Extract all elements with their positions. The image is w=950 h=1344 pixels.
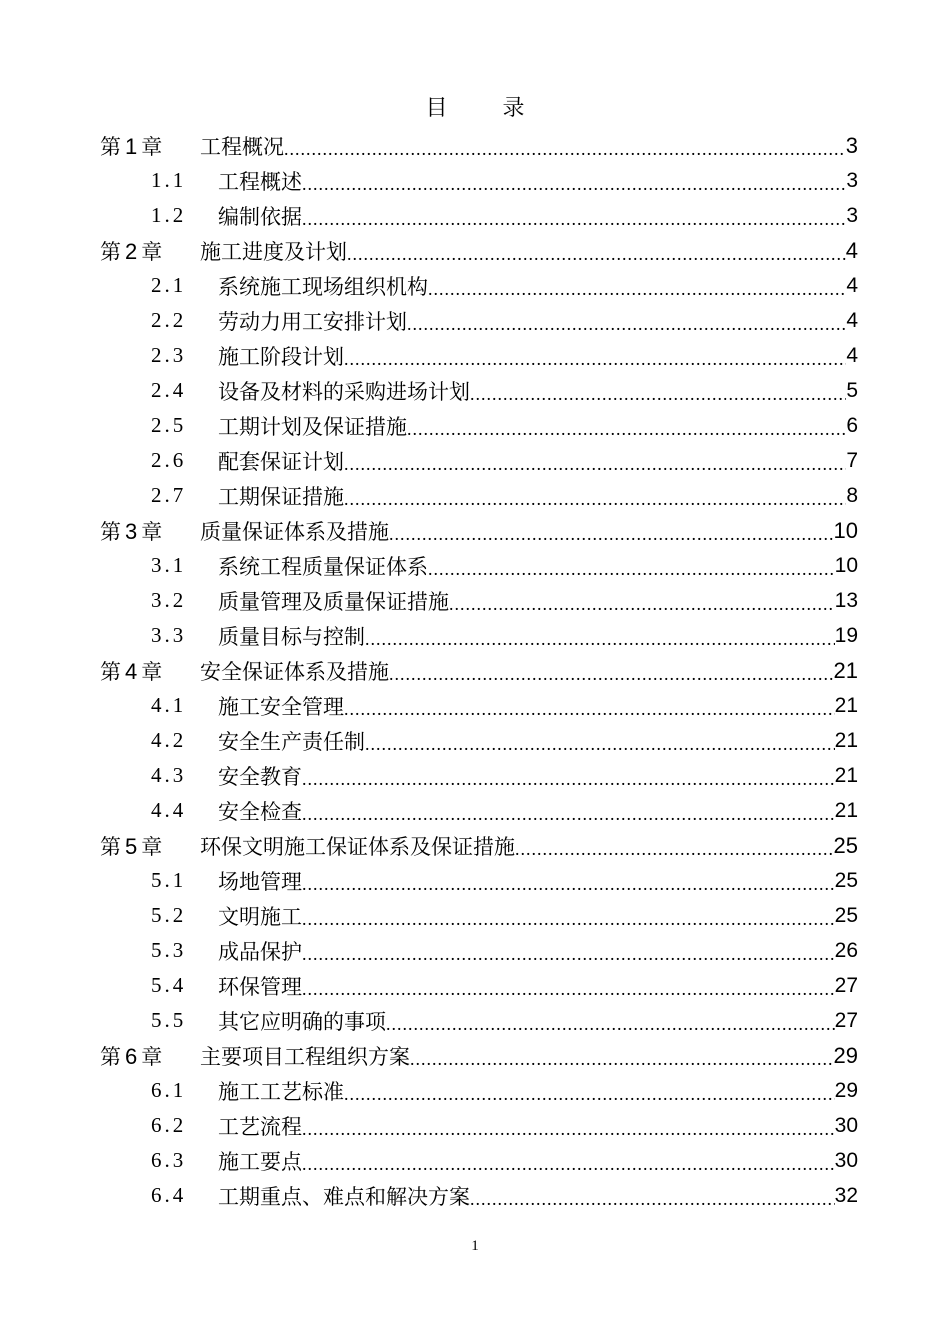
dot-leader (428, 562, 835, 583)
dot-leader (389, 667, 834, 688)
toc-entry-label: 工期计划及保证措施 (218, 414, 407, 439)
chapter-prefix: 第 (100, 134, 121, 159)
toc-section-entry[interactable] (100, 1003, 858, 1038)
dot-leader (302, 772, 835, 793)
toc-entry-label: 施工阶段计划 (218, 344, 344, 369)
toc-section-entry[interactable] (100, 163, 858, 198)
toc-entry-label: 施工安全管理 (218, 694, 344, 719)
chapter-suffix: 章 (141, 659, 163, 684)
toc-section-entry[interactable] (100, 1178, 858, 1213)
toc-entry-number: 3.1 (151, 553, 187, 577)
table-of-contents (100, 128, 858, 1213)
toc-section-entry[interactable] (100, 548, 858, 583)
toc-entry-number: 5.1 (151, 868, 187, 892)
toc-entry-number: 1.1 (151, 168, 187, 192)
toc-entry-page: 4 (846, 343, 858, 367)
toc-entry-page: 4 (846, 308, 858, 332)
toc-entry-number: 5.4 (151, 973, 187, 997)
toc-entry-label: 劳动力用工安排计划 (218, 309, 407, 334)
toc-entry-label: 环保文明施工保证体系及保证措施 (200, 834, 515, 859)
toc-entry-page: 13 (834, 588, 858, 612)
toc-chapter-entry[interactable] (100, 1038, 858, 1073)
toc-entry-number (100, 516, 200, 546)
toc-entry-label: 工期保证措施 (218, 484, 344, 509)
toc-entry-label: 设备及材料的采购进场计划 (218, 379, 470, 404)
toc-chapter-entry[interactable] (100, 653, 858, 688)
toc-entry-label: 施工进度及计划 (200, 239, 347, 264)
toc-section-entry[interactable] (100, 303, 858, 338)
toc-entry-label: 主要项目工程组织方案 (200, 1044, 410, 1069)
chapter-suffix: 章 (141, 239, 163, 264)
toc-section-entry[interactable] (100, 688, 858, 723)
toc-entry-page: 29 (833, 1042, 858, 1068)
dot-leader (302, 807, 835, 828)
dot-leader (386, 1017, 835, 1038)
toc-section-entry[interactable] (100, 443, 858, 478)
toc-section-entry[interactable] (100, 898, 858, 933)
toc-entry-number: 2.7 (151, 483, 187, 507)
toc-entry-label: 工程概述 (218, 169, 302, 194)
toc-entry-page: 30 (834, 1113, 858, 1137)
chapter-suffix: 章 (141, 519, 163, 544)
dot-leader (347, 247, 846, 268)
toc-entry-page: 10 (833, 517, 858, 543)
toc-entry-label: 质量管理及质量保证措施 (218, 589, 449, 614)
toc-entry-page: 21 (834, 693, 858, 717)
toc-entry-label: 工程概况 (200, 134, 284, 159)
toc-entry-page: 27 (834, 973, 858, 997)
dot-leader (344, 492, 846, 513)
toc-chapter-entry[interactable] (100, 513, 858, 548)
toc-entry-label: 安全教育 (218, 764, 302, 789)
toc-entry-page: 26 (834, 938, 858, 962)
toc-section-entry[interactable] (100, 968, 858, 1003)
toc-section-entry[interactable] (100, 1073, 858, 1108)
toc-entry-page: 10 (834, 553, 858, 577)
dot-leader (344, 702, 835, 723)
dot-leader (365, 632, 835, 653)
toc-entry-number (100, 236, 200, 266)
toc-section-entry[interactable] (100, 1108, 858, 1143)
toc-entry-page: 32 (834, 1183, 858, 1207)
toc-entry-page: 21 (834, 798, 858, 822)
dot-leader (428, 282, 846, 303)
dot-leader (344, 1087, 835, 1108)
page-number-footer: 1 (471, 1238, 479, 1254)
chapter-suffix: 章 (141, 1044, 163, 1069)
dot-leader (302, 212, 846, 233)
toc-entry-number (100, 831, 200, 861)
dot-leader (344, 352, 846, 373)
toc-entry-number: 5.3 (151, 938, 187, 962)
toc-entry-number: 2.1 (151, 273, 187, 297)
toc-entry-label: 场地管理 (218, 869, 302, 894)
toc-entry-label: 施工要点 (218, 1149, 302, 1174)
toc-entry-label: 质量保证体系及措施 (200, 519, 389, 544)
dot-leader (302, 912, 835, 933)
dot-leader (515, 842, 834, 863)
toc-chapter-entry[interactable] (100, 128, 858, 163)
chapter-prefix: 第 (100, 239, 121, 264)
dot-leader (302, 1122, 835, 1143)
toc-entry-label: 工期重点、难点和解决方案 (218, 1184, 470, 1209)
toc-entry-number (100, 1041, 200, 1071)
toc-entry-number: 5.5 (151, 1008, 187, 1032)
toc-entry-page: 5 (846, 378, 858, 402)
toc-section-entry[interactable] (100, 793, 858, 828)
toc-entry-label: 安全生产责任制 (218, 729, 365, 754)
toc-section-entry[interactable] (100, 373, 858, 408)
dot-leader (470, 1192, 835, 1213)
chapter-prefix: 第 (100, 1044, 121, 1069)
dot-leader (389, 527, 834, 548)
toc-entry-page: 6 (846, 413, 858, 437)
toc-section-entry[interactable] (100, 338, 858, 373)
toc-chapter-entry[interactable] (100, 233, 858, 268)
dot-leader (302, 1157, 835, 1178)
toc-chapter-entry[interactable] (100, 828, 858, 863)
toc-entry-page: 30 (834, 1148, 858, 1172)
chapter-number: 1 (125, 133, 138, 159)
chapter-number: 5 (125, 833, 138, 859)
toc-entry-label: 工艺流程 (218, 1114, 302, 1139)
toc-entry-number: 3.2 (151, 588, 187, 612)
toc-entry-label: 安全检查 (218, 799, 302, 824)
toc-entry-number (100, 656, 200, 686)
toc-entry-page: 7 (846, 448, 858, 472)
dot-leader (302, 877, 835, 898)
toc-entry-page: 3 (846, 168, 858, 192)
toc-entry-number: 6.1 (151, 1078, 187, 1102)
toc-section-entry[interactable] (100, 723, 858, 758)
toc-entry-page: 21 (834, 728, 858, 752)
toc-entry-number: 6.2 (151, 1113, 187, 1137)
toc-section-entry[interactable] (100, 198, 858, 233)
toc-section-entry[interactable] (100, 268, 858, 303)
chapter-number: 3 (125, 518, 138, 544)
toc-entry-label: 环保管理 (218, 974, 302, 999)
toc-entry-page: 4 (845, 237, 858, 263)
dot-leader (449, 597, 835, 618)
toc-section-entry[interactable] (100, 933, 858, 968)
toc-section-entry[interactable] (100, 758, 858, 793)
toc-entry-page: 3 (845, 132, 858, 158)
toc-entry-label: 文明施工 (218, 904, 302, 929)
toc-entry-number: 3.3 (151, 623, 187, 647)
toc-entry-number (100, 131, 200, 161)
toc-entry-number: 2.5 (151, 413, 187, 437)
toc-section-entry[interactable] (100, 583, 858, 618)
toc-entry-number: 2.2 (151, 308, 187, 332)
chapter-suffix: 章 (141, 834, 163, 859)
toc-entry-number: 2.3 (151, 343, 187, 367)
toc-entry-label: 配套保证计划 (218, 449, 344, 474)
toc-entry-page: 25 (833, 832, 858, 858)
dot-leader (470, 387, 846, 408)
dot-leader (302, 982, 835, 1003)
toc-entry-page: 25 (834, 868, 858, 892)
toc-entry-number: 2.4 (151, 378, 187, 402)
chapter-suffix: 章 (141, 134, 163, 159)
toc-entry-label: 其它应明确的事项 (218, 1009, 386, 1034)
chapter-prefix: 第 (100, 659, 121, 684)
toc-entry-page: 25 (834, 903, 858, 927)
toc-section-entry[interactable] (100, 478, 858, 513)
dot-leader (302, 177, 846, 198)
toc-section-entry[interactable] (100, 1143, 858, 1178)
toc-entry-number: 4.1 (151, 693, 187, 717)
toc-entry-number: 2.6 (151, 448, 187, 472)
toc-entry-number: 1.2 (151, 203, 187, 227)
toc-entry-number: 5.2 (151, 903, 187, 927)
chapter-number: 2 (125, 238, 138, 264)
toc-entry-label: 成品保护 (218, 939, 302, 964)
toc-entry-number: 6.3 (151, 1148, 187, 1172)
dot-leader (302, 947, 835, 968)
toc-entry-label: 系统施工现场组织机构 (218, 274, 428, 299)
toc-entry-page: 19 (834, 623, 858, 647)
toc-section-entry[interactable] (100, 618, 858, 653)
toc-entry-number: 6.4 (151, 1183, 187, 1207)
chapter-number: 4 (125, 658, 138, 684)
toc-entry-label: 质量目标与控制 (218, 624, 365, 649)
toc-entry-label: 编制依据 (218, 204, 302, 229)
dot-leader (410, 1052, 834, 1073)
toc-entry-page: 29 (834, 1078, 858, 1102)
toc-entry-page: 8 (846, 483, 858, 507)
toc-entry-page: 27 (834, 1008, 858, 1032)
toc-entry-page: 21 (834, 763, 858, 787)
dot-leader (344, 457, 846, 478)
toc-section-entry[interactable] (100, 408, 858, 443)
toc-entry-label: 安全保证体系及措施 (200, 659, 389, 684)
chapter-prefix: 第 (100, 519, 121, 544)
toc-entry-label: 系统工程质量保证体系 (218, 554, 428, 579)
dot-leader (284, 142, 846, 163)
toc-entry-label: 施工工艺标准 (218, 1079, 344, 1104)
dot-leader (407, 317, 846, 338)
toc-entry-number: 4.2 (151, 728, 187, 752)
toc-entry-page: 21 (833, 657, 858, 683)
dot-leader (365, 737, 835, 758)
toc-entry-page: 3 (846, 203, 858, 227)
chapter-prefix: 第 (100, 834, 121, 859)
toc-entry-number: 4.4 (151, 798, 187, 822)
toc-section-entry[interactable] (100, 863, 858, 898)
chapter-number: 6 (125, 1043, 138, 1069)
page-title: 目 录 (425, 96, 549, 121)
dot-leader (407, 422, 846, 443)
toc-entry-page: 4 (846, 273, 858, 297)
toc-entry-number: 4.3 (151, 763, 187, 787)
